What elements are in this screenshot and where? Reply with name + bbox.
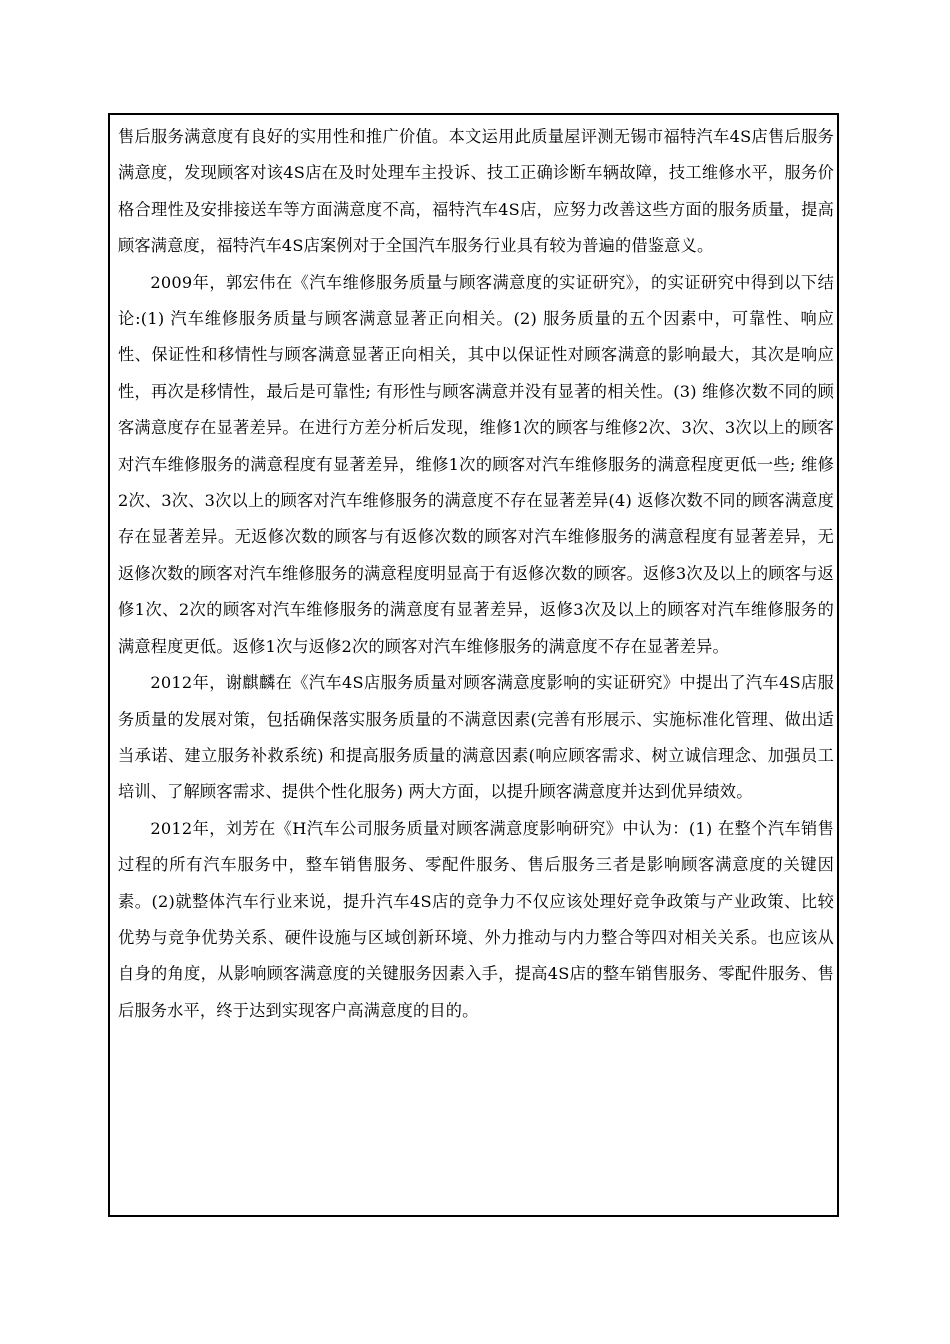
paragraph-xie-qilin-2012: 2012年，谢麒麟在《汽车4S店服务质量对顾客满意度影响的实证研究》中提出了汽车4S店服务质量的发展对策，包括确保落实服务质量的不满意因素(完善有形展示、实施标准化管理、做出适当承诺、建立服务补救系统) 和提高服务质量的满意因素(响应顾客需求、树立诚信理念、加强员工培训、了解顾客需求、提供个性化服务) 两大方面，以提升顾客满意度并达到优异绩效。 (118, 673, 834, 802)
paragraph-continuation: 售后服务满意度有良好的实用性和推广价值。本文运用此质量屋评测无锡市福特汽车4S店售后服务满意度，发现顾客对该4S店在及时处理车主投诉、技工正确诊断车辆故障，技工维修水平，服务价格合理性及安排接送车等方面满意度不高，福特汽车4S店，应努力改善这些方面的服务质量，提高顾客满意度，福特汽车4S店案例对于全国汽车服务行业具有较为普遍的借鉴意义。 (118, 127, 834, 256)
paragraph-liu-fang-2012: 2012年，刘芳在《H汽车公司服务质量对顾客满意度影响研究》中认为：(1) 在整个汽车销售过程的所有汽车服务中，整车销售服务、零配件服务、售后服务三者是影响顾客满意度的关键因素。(2)就整体汽车行业来说，提升汽车4S店的竞争力不仅应该处理好竞争政策与产业政策、比较优势与竞争优势关系、硬件设施与区域创新环境、外力推动与内力整合等四对相关关系。也应该从自身的角度，从影响顾客满意度的关键服务因素入手，提高4S店的整车销售服务、零配件服务、售后服务水平，终于达到实现客户高满意度的目的。 (118, 818, 834, 1020)
document-body (118, 119, 834, 1029)
paragraph-guo-hongwei-2009: 2009年，郭宏伟在《汽车维修服务质量与顾客满意度的实证研究》，的实证研究中得到以下结论:(1) 汽车维修服务质量与顾客满意显著正向相关。(2) 服务质量的五个因素中，可靠性、响应性、保证性和移情性与顾客满意显著正向相关，其中以保证性对顾客满意的影响最大，其次是响应性，再次是移情性，最后是可靠性; 有形性与顾客满意并没有显著的相关性。(3) 维修次数不同的顾客满意度存在显著差异。在进行方差分析后发现，维修1次的顾客与维修2次、3次、3次以上的顾客对汽车维修服务的满意程度有显著差异，维修1次的顾客对汽车维修服务的满意程度更低一些; 维修2次、3次、3次以上的顾客对汽车维修服务的满意度不存在显著差异(4) 返修次数不同的顾客满意度存在显著差异。无返修次数的顾客与有返修次数的顾客对汽车维修服务的满意程度有显著差异，无返修次数的顾客对汽车维修服务的满意程度明显高于有返修次数的顾客。返修3次及以上的顾客与返修1次、2次的顾客对汽车维修服务的满意度有显著差异，返修3次及以上的顾客对汽车维修服务的满意程度更低。返修1次与返修2次的顾客对汽车维修服务的满意度不存在显著差异。 (118, 272, 834, 656)
